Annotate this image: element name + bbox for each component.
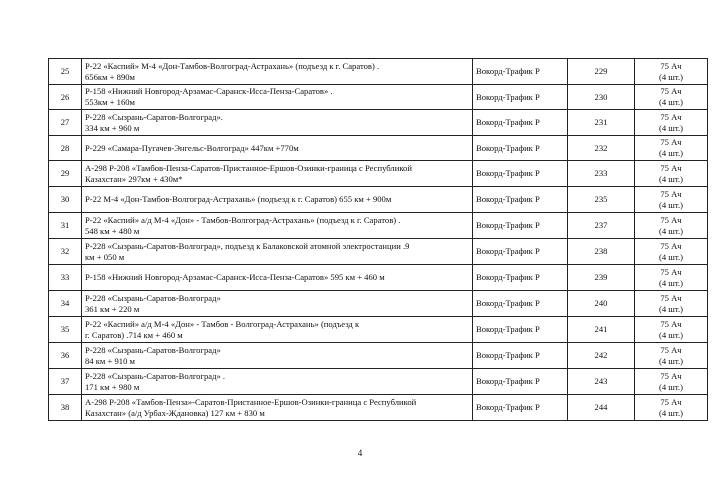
complex-code: 237 bbox=[568, 213, 635, 239]
complex-type-label: Вокорд-Трафик Р bbox=[476, 220, 540, 230]
road-line: Р-22 «Каспий» а/д М-4 «Дон» - Тамбов-Волгоград-Астрахань» (подъезд к г. Саратов) . bbox=[85, 214, 401, 225]
complex-code: 230 bbox=[568, 85, 635, 110]
complex-type bbox=[473, 85, 568, 110]
complex-type-label: Вокорд-Трафик Р bbox=[476, 66, 540, 76]
battery-spec bbox=[635, 187, 708, 213]
row-number: 25 bbox=[49, 59, 82, 85]
road-description bbox=[82, 395, 473, 421]
battery-quantity: (4 шт.) bbox=[658, 225, 684, 236]
road-description bbox=[82, 291, 473, 317]
road-description bbox=[82, 239, 473, 265]
complex-code: 238 bbox=[568, 239, 635, 265]
table-row bbox=[49, 317, 708, 343]
complex-type bbox=[473, 161, 568, 187]
battery-spec bbox=[635, 136, 708, 161]
road-line: 84 км + 910 м bbox=[85, 355, 135, 366]
road-line: Р-228 «Сызрань-Саратов-Волгоград» bbox=[85, 292, 221, 303]
road-description bbox=[82, 85, 473, 110]
table-row bbox=[49, 395, 708, 421]
road-line: Р-228 «Сызрань-Саратов-Волгоград», подъезд к Балаковской атомной электростанции .9 bbox=[85, 240, 410, 251]
road-description bbox=[82, 161, 473, 187]
battery-capacity: 75 Ач bbox=[660, 137, 682, 147]
road-line: г. Саратов) .714 км + 460 м bbox=[85, 329, 183, 340]
row-number: 30 bbox=[49, 187, 82, 213]
battery-spec bbox=[635, 291, 708, 317]
complex-type-label: Вокорд-Трафик Р bbox=[476, 194, 540, 204]
camera-locations-table bbox=[48, 58, 708, 421]
battery-capacity: 75 Ач bbox=[660, 370, 682, 381]
road-line: Казахстан» (а/д Урбах-Ждановка) 127 км + 830 м bbox=[85, 407, 265, 418]
complex-code: 239 bbox=[568, 265, 635, 291]
table-row bbox=[49, 161, 708, 187]
page-number: 4 bbox=[357, 448, 363, 458]
road-line: Р-22 «Каспий» а/д М-4 «Дон» - Тамбов - Волгоград-Астрахань» (подъезд к bbox=[85, 318, 360, 329]
battery-capacity: 75 Ач bbox=[660, 292, 682, 303]
battery-capacity: 75 Ач bbox=[660, 344, 682, 355]
battery-spec bbox=[635, 110, 708, 136]
table-row bbox=[49, 343, 708, 369]
road-line: Р-228 «Сызрань-Саратов-Волгоград». bbox=[85, 111, 223, 122]
row-number: 36 bbox=[49, 343, 82, 369]
battery-capacity: 75 Ач bbox=[660, 188, 682, 199]
battery-spec bbox=[635, 265, 708, 291]
complex-code: 233 bbox=[568, 161, 635, 187]
road-line: 334 км + 960 м bbox=[85, 122, 140, 133]
battery-capacity: 75 Ач bbox=[660, 240, 682, 251]
road-line: км + 050 м bbox=[85, 251, 125, 262]
complex-type bbox=[473, 213, 568, 239]
complex-type-label: Вокорд-Трафик Р bbox=[476, 246, 540, 256]
table-row bbox=[49, 136, 708, 161]
row-number: 35 bbox=[49, 317, 82, 343]
row-number: 28 bbox=[49, 136, 82, 161]
road-description bbox=[82, 110, 473, 136]
complex-type bbox=[473, 187, 568, 213]
complex-type bbox=[473, 110, 568, 136]
complex-code: 232 bbox=[568, 136, 635, 161]
battery-quantity: (4 шт.) bbox=[658, 173, 684, 184]
battery-spec bbox=[635, 59, 708, 85]
complex-type-label: Вокорд-Трафик Р bbox=[476, 350, 540, 360]
complex-code: 240 bbox=[568, 291, 635, 317]
road-description bbox=[82, 213, 473, 239]
battery-capacity: 75 Ач bbox=[660, 214, 682, 225]
battery-spec bbox=[635, 161, 708, 187]
road-line: А-298 Р-208 «Тамбов-Пенза»-Саратов-Пристанное-Ершов-Озинки-граница с Республикой bbox=[85, 396, 417, 407]
complex-type bbox=[473, 369, 568, 395]
road-line: Р-158 «Нижний Новгород-Арзамас-Саранск-Исса-Пенза-Саратов» 595 км + 460 м bbox=[85, 272, 385, 282]
road-line: Р-22 М-4 «Дон-Тамбов-Волгоград-Астрахань» (подъезд к г. Саратов) 655 км + 900м bbox=[85, 194, 392, 204]
complex-code: 243 bbox=[568, 369, 635, 395]
battery-spec bbox=[635, 85, 708, 110]
battery-quantity: (4 шт.) bbox=[658, 407, 684, 418]
complex-code: 231 bbox=[568, 110, 635, 136]
complex-type-label: Вокорд-Трафик Р bbox=[476, 298, 540, 308]
complex-code: 244 bbox=[568, 395, 635, 421]
battery-spec bbox=[635, 239, 708, 265]
battery-spec bbox=[635, 369, 708, 395]
road-description bbox=[82, 59, 473, 85]
road-description bbox=[82, 343, 473, 369]
road-line: Р-228 «Сызрань-Саратов-Волгоград» bbox=[85, 344, 221, 355]
table-row bbox=[49, 369, 708, 395]
battery-spec bbox=[635, 317, 708, 343]
battery-quantity: (4 шт.) bbox=[658, 381, 684, 392]
table-row bbox=[49, 85, 708, 110]
complex-type bbox=[473, 136, 568, 161]
battery-capacity: 75 Ач bbox=[660, 86, 682, 96]
table-body bbox=[49, 59, 708, 421]
road-line: 171 км + 980 м bbox=[85, 381, 140, 392]
battery-spec bbox=[635, 213, 708, 239]
battery-quantity: (4 шт.) bbox=[658, 303, 684, 314]
road-line: 553км + 160м bbox=[85, 97, 135, 107]
battery-quantity: (4 шт.) bbox=[658, 277, 684, 288]
row-number: 33 bbox=[49, 265, 82, 291]
road-description bbox=[82, 187, 473, 213]
table-row bbox=[49, 59, 708, 85]
complex-code: 229 bbox=[568, 59, 635, 85]
row-number: 26 bbox=[49, 85, 82, 110]
road-line: Р-22 «Каспий» М-4 «Дон-Тамбов-Волгоград-Астрахань» (подъезд к г. Саратов) . bbox=[85, 60, 380, 71]
road-line: Р-229 «Самара-Пугачев-Энгельс-Волгоград» 447км +770м bbox=[85, 142, 299, 153]
battery-capacity: 75 Ач bbox=[660, 111, 682, 122]
battery-quantity: (4 шт.) bbox=[658, 251, 684, 262]
complex-type-label: Вокорд-Трафик Р bbox=[476, 91, 540, 102]
row-number: 27 bbox=[49, 110, 82, 136]
battery-capacity: 75 Ач bbox=[660, 396, 682, 407]
road-line: Р-158 «Нижний Новгород-Арзамас-Саранск-Исса-Пенза-Саратов» . bbox=[85, 86, 333, 96]
complex-type-label: Вокорд-Трафик Р bbox=[476, 142, 540, 153]
road-line: А-298 Р-208 «Тамбов-Пенза-Саратов-Пристанное-Ершов-Озинки-граница с Республикой bbox=[85, 162, 412, 173]
table-row bbox=[49, 239, 708, 265]
complex-type bbox=[473, 291, 568, 317]
complex-type bbox=[473, 317, 568, 343]
row-number: 34 bbox=[49, 291, 82, 317]
complex-type bbox=[473, 239, 568, 265]
battery-quantity: (4 шт.) bbox=[658, 355, 684, 366]
table-row bbox=[49, 110, 708, 136]
battery-capacity: 75 Ач bbox=[660, 318, 682, 329]
row-number: 31 bbox=[49, 213, 82, 239]
road-description bbox=[82, 369, 473, 395]
battery-quantity: (4 шт.) bbox=[658, 199, 684, 210]
battery-quantity: (4 шт.) bbox=[658, 71, 684, 82]
complex-type bbox=[473, 265, 568, 291]
battery-quantity: (4 шт.) bbox=[658, 97, 684, 107]
road-line: 656км + 890м bbox=[85, 71, 135, 82]
complex-type bbox=[473, 395, 568, 421]
road-description bbox=[82, 265, 473, 291]
battery-quantity: (4 шт.) bbox=[658, 148, 684, 158]
table-row bbox=[49, 265, 708, 291]
complex-code: 242 bbox=[568, 343, 635, 369]
row-number: 29 bbox=[49, 161, 82, 187]
complex-type bbox=[473, 59, 568, 85]
complex-code: 235 bbox=[568, 187, 635, 213]
battery-quantity: (4 шт.) bbox=[658, 122, 684, 133]
complex-type-label: Вокорд-Трафик Р bbox=[476, 324, 540, 334]
table-row bbox=[49, 187, 708, 213]
battery-quantity: (4 шт.) bbox=[658, 329, 684, 340]
road-line: Казахстан» 297км + 430м* bbox=[85, 173, 183, 184]
road-description bbox=[82, 317, 473, 343]
complex-type-label: Вокорд-Трафик Р bbox=[476, 402, 540, 412]
complex-type-label: Вокорд-Трафик Р bbox=[476, 272, 540, 282]
row-number: 38 bbox=[49, 395, 82, 421]
road-description bbox=[82, 136, 473, 161]
complex-type-label: Вокорд-Трафик Р bbox=[476, 168, 540, 178]
road-line: Р-228 «Сызрань-Саратов-Волгоград» . bbox=[85, 370, 226, 381]
road-line: 548 км + 480 м bbox=[85, 225, 140, 236]
complex-type-label: Вокорд-Трафик Р bbox=[476, 117, 540, 127]
complex-type bbox=[473, 343, 568, 369]
row-number: 37 bbox=[49, 369, 82, 395]
row-number: 32 bbox=[49, 239, 82, 265]
battery-capacity: 75 Ач bbox=[660, 60, 682, 71]
battery-spec bbox=[635, 343, 708, 369]
battery-capacity: 75 Ач bbox=[660, 162, 682, 173]
complex-type-label: Вокорд-Трафик Р bbox=[476, 376, 540, 386]
table-row bbox=[49, 213, 708, 239]
battery-spec bbox=[635, 395, 708, 421]
road-line: 361 км + 220 м bbox=[85, 303, 140, 314]
table-row bbox=[49, 291, 708, 317]
complex-code: 241 bbox=[568, 317, 635, 343]
battery-capacity: 75 Ач bbox=[660, 266, 682, 277]
